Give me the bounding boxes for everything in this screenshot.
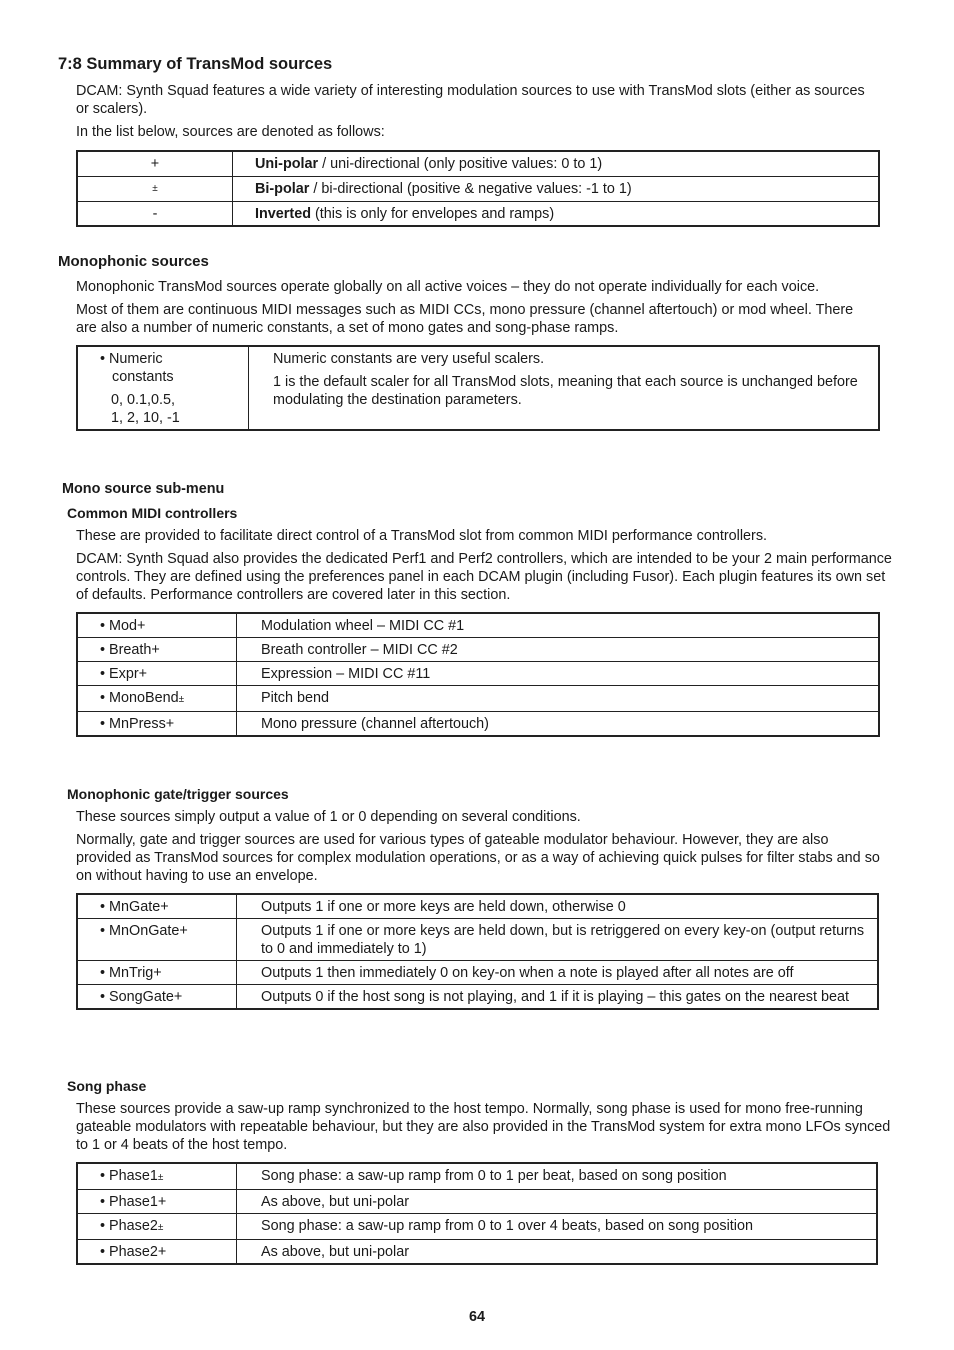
source-name: • Breath+ xyxy=(77,638,237,662)
source-description: Outputs 0 if the host song is not playing, and 1 if it is playing – this gates on the nearest beat xyxy=(237,985,879,1010)
mono-paragraph-1: Monophonic TransMod sources operate globally on all active voices – they do not operate individually for each voice. xyxy=(76,279,820,295)
page-number: 64 xyxy=(468,1309,485,1325)
intro-paragraph-2: In the list below, sources are denoted as follows: xyxy=(76,124,385,140)
source-name: • Expr+ xyxy=(77,662,237,686)
legend-symbol: - xyxy=(77,201,233,226)
source-name-cell xyxy=(77,686,237,712)
source-name: • Phase1 xyxy=(100,1168,158,1184)
legend-symbol-text: ± xyxy=(152,182,158,194)
table-row xyxy=(77,712,879,737)
monophonic-sources-heading: Monophonic sources xyxy=(58,253,209,270)
source-description: Modulation wheel – MIDI CC #1 xyxy=(237,613,880,638)
legend-row xyxy=(77,151,879,176)
source-description: Outputs 1 then immediately 0 on key-on when a note is played after all notes are off xyxy=(237,961,879,985)
source-description: As above, but uni-polar xyxy=(237,1190,878,1214)
source-name-cell xyxy=(77,1214,237,1240)
source-description: As above, but uni-polar xyxy=(237,1240,878,1265)
constants-desc-2: 1 is the default scaler for all TransMod slots, meaning that each source is unchanged before modulating the destination parameters. xyxy=(273,374,858,408)
source-description: Pitch bend xyxy=(237,686,880,712)
source-description: Outputs 1 if one or more keys are held down, otherwise 0 xyxy=(237,894,879,919)
mono-submenu-heading: Mono source sub-menu xyxy=(62,481,225,497)
source-description: Expression – MIDI CC #11 xyxy=(237,662,880,686)
bipolar-symbol: ± xyxy=(178,694,185,705)
constants-name-cell xyxy=(77,346,249,430)
table-row xyxy=(77,613,879,638)
gate-trigger-heading: Monophonic gate/trigger sources xyxy=(67,786,289,802)
table-row xyxy=(77,961,878,985)
legend-row xyxy=(77,176,879,201)
legend-term: Bi-polar xyxy=(255,180,310,197)
legend-term-desc: (this is only for envelopes and ramps) xyxy=(310,205,555,222)
table-row xyxy=(77,894,878,919)
source-description: Song phase: a saw-up ramp from 0 to 1 over 4 beats, based on song position xyxy=(237,1214,878,1240)
section-title: 7:8 Summary of TransMod sources xyxy=(58,55,333,73)
source-name-cell xyxy=(77,1163,237,1190)
table-row xyxy=(77,1214,877,1240)
midi-paragraph-2: DCAM: Synth Squad also provides the dedicated Perf1 and Perf2 controllers, which are intended to be your 2 main performance controls. They are defined using the preferences panel in each DCAM plugin (including Fusor). Each plugin features its own set of defaults. Performance controllers are covered later in this section. xyxy=(76,551,892,603)
gate-paragraph-1: These sources simply output a value of 1 or 0 depending on several conditions. xyxy=(76,809,581,825)
source-name: • MnGate+ xyxy=(77,894,237,919)
source-name: • MnTrig+ xyxy=(77,961,237,985)
legend-term: Inverted xyxy=(255,205,311,222)
midi-controllers-table xyxy=(76,612,880,737)
mono-paragraph-2: Most of them are continuous MIDI messages such as MIDI CCs, mono pressure (channel aftertouch) or mod wheel. There are also a number of numeric constants, a set of mono gates and song-phase ramps. xyxy=(76,302,854,336)
source-name: • SongGate+ xyxy=(77,985,237,1010)
legend-description xyxy=(233,151,880,176)
table-row xyxy=(77,1163,877,1190)
gate-trigger-table xyxy=(76,893,879,1010)
legend-term-desc: / bi-directional (positive & negative values: -1 to 1) xyxy=(309,180,632,197)
legend-description xyxy=(233,201,880,226)
table-row xyxy=(77,686,879,712)
song-phase-heading: Song phase xyxy=(67,1078,147,1094)
source-name: • MnPress+ xyxy=(77,712,237,737)
constants-name: • Numeric xyxy=(100,351,163,367)
legend-row xyxy=(77,201,879,226)
legend-term-desc: / uni-directional (only positive values: 0 to 1) xyxy=(318,156,603,172)
legend-term: Uni-polar xyxy=(255,156,319,172)
source-name: • Phase2 xyxy=(100,1218,158,1234)
polarity-legend-table xyxy=(76,150,880,227)
source-name: • Phase2+ xyxy=(77,1240,237,1265)
source-name: • MonoBend xyxy=(100,690,179,706)
intro-paragraph-1: DCAM: Synth Squad features a wide variety of interesting modulation sources to use with TransMod slots (either as sources or scalers). xyxy=(76,83,865,117)
table-row xyxy=(77,919,878,961)
legend-symbol: + xyxy=(77,151,233,176)
bipolar-symbol: ± xyxy=(157,1222,164,1233)
table-row xyxy=(77,1240,877,1265)
constants-values: 0, 0.1,0.5, xyxy=(111,392,176,408)
legend-description xyxy=(233,176,880,201)
legend-symbol xyxy=(77,176,233,201)
constants-desc-1: Numeric constants are very useful scalers. xyxy=(273,351,545,367)
source-name: • MnOnGate+ xyxy=(77,919,237,961)
table-row xyxy=(77,1190,877,1214)
bipolar-symbol: ± xyxy=(157,1172,164,1183)
source-description: Outputs 1 if one or more keys are held down, but is retriggered on every key-on (output returns to 0 and immediately to 1) xyxy=(237,919,879,961)
constants-values-2: 1, 2, 10, -1 xyxy=(111,410,180,426)
source-name: • Mod+ xyxy=(77,613,237,638)
constants-row xyxy=(77,346,879,430)
source-description: Song phase: a saw-up ramp from 0 to 1 per beat, based on song position xyxy=(237,1163,878,1190)
table-row xyxy=(77,638,879,662)
constants-description-cell xyxy=(249,346,880,430)
gate-paragraph-2: Normally, gate and trigger sources are used for various types of gateable modulator behaviour. However, they are also provided as TransMod sources for complex modulation operations, or as a way of achieving quick pulses for filter stabs and so on without having to use an envelope. xyxy=(76,832,880,884)
constants-name-2: constants xyxy=(112,369,174,385)
midi-paragraph-1: These are provided to facilitate direct control of a TransMod slot from common MIDI performance controllers. xyxy=(76,528,768,544)
midi-controllers-heading: Common MIDI controllers xyxy=(67,505,238,521)
song-phase-paragraph: These sources provide a saw-up ramp synchronized to the host tempo. Normally, song phase is used for mono free-running gateable modulators with repeatable behaviour, but they are also provided in the TransMod system for extra mono LFOs synced to 1 or 4 beats of the host tempo. xyxy=(76,1101,891,1153)
source-name: • Phase1+ xyxy=(77,1190,237,1214)
numeric-constants-table xyxy=(76,345,880,431)
song-phase-table xyxy=(76,1162,878,1265)
source-description: Breath controller – MIDI CC #2 xyxy=(237,638,880,662)
source-description: Mono pressure (channel aftertouch) xyxy=(237,712,880,737)
table-row xyxy=(77,985,878,1010)
table-row xyxy=(77,662,879,686)
